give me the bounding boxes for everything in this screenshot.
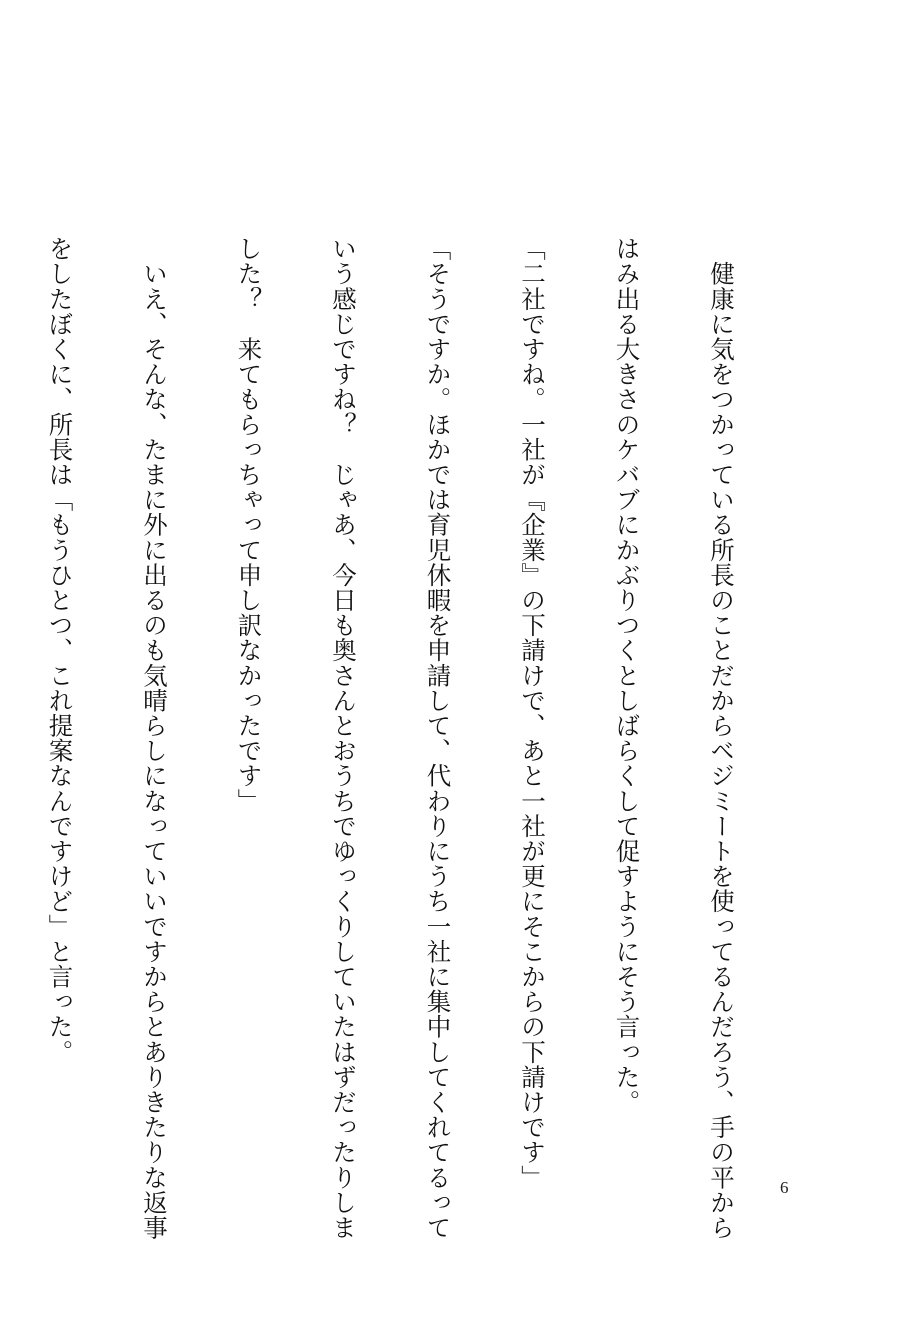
text-line: 健康に気をつかっている所長のことだからベジミートを使ってるんだろう、手の平から	[707, 236, 736, 1240]
text-line: はみ出る大きさのケバブにかぶりつくとしばらくして促すようにそう言った。	[612, 236, 642, 1115]
text-line: をしたぼくに、所長は「もうひとつ、これ提案なんですけど」と言った。	[45, 236, 75, 1065]
text-line: いえ、そんな、たまに外に出るのも気晴らしになっていいですからとありきたりな返事	[140, 236, 169, 1240]
body-text	[0, 236, 800, 1240]
page-number: 6	[780, 1178, 789, 1197]
text-line: 「二社ですね。一社が『企業』の下請けで、あと一社が更にそこからの下請けです」	[518, 236, 547, 1190]
text-line: 「そうですか。ほかでは育児休暇を申請して、代わりにうち一社に集中してくれてるって	[423, 236, 453, 1240]
text-line: した？ 来てもらっちゃって申し訳なかったです」	[234, 236, 264, 814]
text-line: いう感じですね？ じゃあ、今日も奥さんとおうちでゆっくりしていたはずだったりしま	[329, 236, 358, 1240]
